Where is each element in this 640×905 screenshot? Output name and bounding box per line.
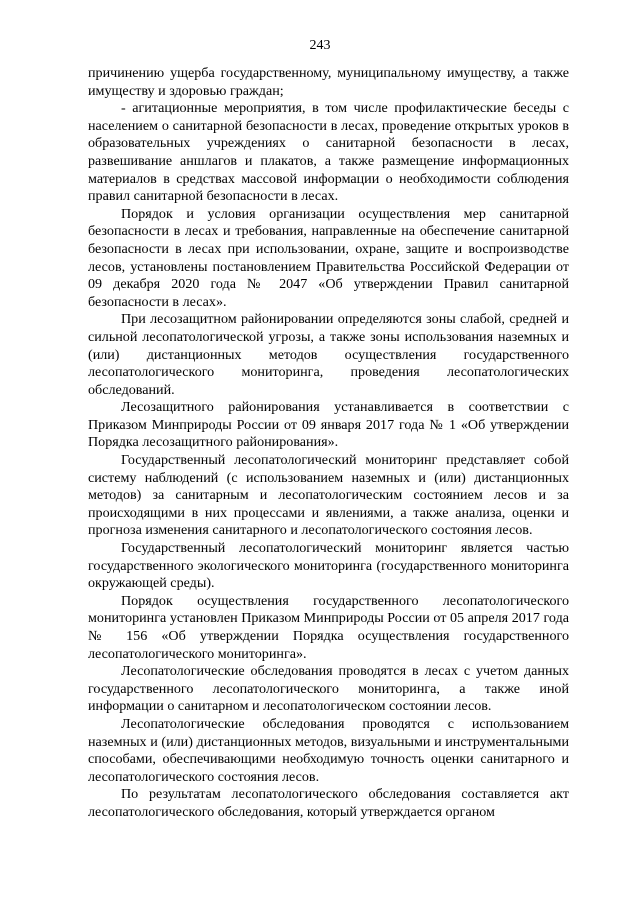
- body-text: [88, 65, 569, 822]
- paragraph-survey-act: По результатам лесопатологического обследования составляется акт лесопатологического обследования, который утверждается органом: [88, 786, 569, 820]
- paragraph-forest-zoning: При лесозащитном районировании определяются зоны слабой, средней и сильной лесопатологической угрозы, а также зоны использования наземных и (или) дистанционных методов осуществления государственного лесопатологического мониторинга, проведения лесопатологических обследований.: [88, 311, 569, 398]
- paragraph-monitoring-part: Государственный лесопатологический мониторинг является частью государственного экологического мониторинга (государственного мониторинга окружающей среды).: [88, 540, 569, 592]
- paragraph-sanitary-safety-order: Порядок и условия организации осуществления мер санитарной безопасности в лесах и требования, направленные на обеспечение санитарной безопасности в лесах при использовании, охране, защите и воспроизводстве лесов, установлены постановлением Правительства Российской Федерации от 09 декабря 2020 года № 2047 «Об утверждении Правил санитарной безопасности в лесах».: [88, 205, 569, 310]
- page-number: 243: [309, 38, 331, 53]
- paragraph-continuation: причинению ущерба государственному, муниципальному имуществу, а также имуществу и здоровью граждан;: [88, 65, 569, 99]
- paragraph-surveys-data: Лесопатологические обследования проводятся в лесах с учетом данных государственного лесопатологического мониторинга, а также иной информации о санитарном и лесопатологическом состоянии лесов.: [88, 663, 569, 715]
- paragraph-surveys-methods: Лесопатологические обследования проводятся с использованием наземных и (или) дистанционных методов, визуальными и инструментальными способами, обеспечивающими необходимую точность оценки санитарного и лесопатологического состояния лесов.: [88, 715, 569, 785]
- paragraph-agitation-measures: - агитационные мероприятия, в том числе профилактические беседы с населением о санитарной безопасности в лесах, проведение открытых уроков в образовательных учреждениях о санитарной безопасности в лесах, развешивание аншлагов и плакатов, а также размещение информационных материалов в средствах массовой информации о необходимости соблюдения правил санитарной безопасности в лесах.: [88, 100, 569, 205]
- paragraph-zoning-order: Лесозащитного районирования устанавливается в соответствии с Приказом Минприроды России от 09 января 2017 года № 1 «Об утверждении Порядка лесозащитного районирования».: [88, 399, 569, 451]
- paragraph-monitoring-order: Порядок осуществления государственного лесопатологического мониторинга установлен Приказом Минприроды России от 05 апреля 2017 года № 156 «Об утверждении Порядка осуществления государственного лесопатологического мониторинга».: [88, 592, 569, 662]
- paragraph-monitoring-definition: Государственный лесопатологический мониторинг представляет собой систему наблюдений (с использованием наземных и (или) дистанционных методов) за санитарным и лесопатологическим состоянием лесов и за происходящими в них процессами и явлениями, а также анализа, оценки и прогноза изменения санитарного и лесопатологического состояния лесов.: [88, 452, 569, 539]
